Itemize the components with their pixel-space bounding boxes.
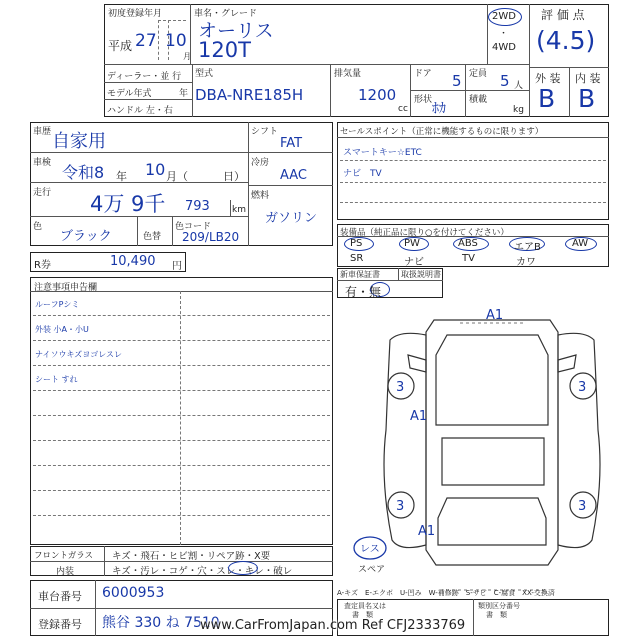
notes-title: 注意事項申告欄 (34, 283, 98, 293)
displacement-label: 排気量 (334, 69, 362, 79)
reg-era: 平成 (108, 39, 133, 53)
handle-label: ハンドル 左・右 (107, 106, 173, 116)
shift-label: シフト (251, 127, 279, 137)
grade: 120T (198, 38, 251, 62)
car-name: オーリス (198, 20, 274, 42)
spare-circle-text: レス (360, 544, 380, 555)
color-change-label: 色替 (143, 232, 162, 242)
displacement: 1200 (358, 86, 397, 104)
interior-check-value: キズ・汚レ・コゲ・穴・スレ・キレ・破レ (112, 566, 293, 577)
equip-navi: ナビ (404, 257, 424, 268)
sales-line-2: ナビ TV (343, 169, 382, 179)
katashiki-label: 型式 (195, 69, 214, 79)
dealer-label: ディーラー・並 行 (107, 72, 182, 82)
front-glass-value: キズ・飛石・ヒビ割・リペア跡・X要 (112, 551, 271, 562)
equip-ps: PS (350, 238, 363, 249)
inspection-label: 車検 (33, 158, 52, 168)
type-value: 自家用 (52, 131, 106, 152)
appraiser-sub-1: 書 類 (352, 611, 373, 619)
shift-value: FAT (280, 136, 303, 151)
kg-label: kg (513, 105, 524, 115)
note-line-4: シート すれ (35, 375, 78, 384)
interior-grade: B (578, 84, 596, 113)
note-line-3: ナイソウキズヨゴレスレ (35, 350, 123, 359)
shape-label: 形状 (414, 95, 433, 105)
capacity: 5 (500, 72, 510, 90)
door: 5 (452, 72, 462, 90)
watermark: www.CarFromJapan.com Ref CFJ2333769 (200, 618, 466, 633)
interior-check-label: 内装 (56, 567, 75, 577)
interior-label: 内 装 (575, 72, 601, 85)
cc-label: cc (398, 104, 408, 114)
appraiser-label-1: 査定員名又は (344, 602, 386, 610)
month-suffix-mid: 月（ (166, 170, 188, 183)
equip-pw: PW (404, 238, 420, 249)
color-code: 209/LB20 (182, 230, 240, 244)
reg-no: 熊谷 330 ね 7510 (102, 615, 220, 631)
ac-label: 冷房 (251, 158, 270, 168)
equip-abs: ABS (458, 238, 478, 249)
year-suffix: 年 (116, 170, 127, 183)
reg-year-value: 27 (135, 31, 157, 51)
model-year-label: モデル年式 (107, 89, 152, 99)
frame-no-label: 車台番号 (38, 590, 82, 603)
mileage-label: 走行 (33, 188, 52, 198)
eval-score: (4.5) (536, 26, 596, 55)
shape: ﾎｶ (432, 101, 446, 117)
capacity-unit: 人 (514, 81, 524, 91)
drive-4wd: 4WD (492, 42, 516, 53)
km-label: km (232, 205, 246, 215)
ac-value: AAC (280, 168, 307, 183)
mileage-extra: 793 (185, 199, 210, 214)
day-suffix: 日） (223, 170, 245, 183)
equip-sr: SR (350, 253, 364, 264)
car-name-label: 車名・グレード (194, 9, 258, 19)
sales-title: セールスポイント（正常に機能するものに限ります） (340, 127, 544, 137)
note-line-2: 外装 小A・小U (35, 325, 89, 334)
fuel-label: 燃料 (251, 191, 270, 201)
warranty-label: 新車保証書 (340, 270, 380, 279)
reg-month-value: 10 (165, 31, 187, 51)
exterior-grade: B (538, 84, 556, 113)
inspection-era: 令和8 (62, 163, 105, 182)
appraiser-sub-2: 書 類 (486, 611, 507, 619)
recycle-amount: 10,490 (110, 254, 156, 269)
reg-year-label: 初度登録年月 (108, 9, 163, 19)
spare-label: スペア (358, 565, 386, 575)
note-line-1: ルーフPシミ (35, 300, 80, 309)
interior-sure-circle (228, 561, 258, 575)
katashiki: DBA-NRE185H (195, 86, 304, 104)
appraiser-label-2: 類別区分番号 (478, 602, 520, 610)
equip-airbag: エアB (514, 242, 541, 253)
fuel-value: ガソリン (265, 211, 318, 226)
warranty-value: 有・無 (345, 285, 382, 299)
mark-a1-left-door: A1 (410, 409, 428, 424)
eval-label: 評 価 点 (541, 8, 585, 22)
equip-leather: カワ (516, 257, 536, 268)
color-label: 色 (33, 222, 43, 232)
type-label: 車歴 (33, 127, 52, 137)
exterior-label: 外 装 (535, 72, 561, 85)
mark-3-rear-left: 3 (396, 499, 405, 514)
load-label: 積載 (469, 95, 488, 105)
front-glass-label: フロントガラス (34, 551, 93, 561)
drive-dot: ・ (499, 29, 509, 39)
drive-2wd: 2WD (492, 11, 516, 22)
color-code-label: 色コード (175, 222, 212, 232)
reg-no-label: 登録番号 (38, 618, 82, 631)
damage-legend: A-キズ E-エクボ U-凹み W-補修跡 S-サビ C-腐食 XX-交換済 (337, 589, 555, 597)
sales-line-1: スマートキー☆ETC (343, 148, 422, 158)
equip-aw: AW (572, 238, 589, 249)
equipment-title: 装備品（純正品に限り○を付けてください） (340, 228, 509, 238)
month-suffix: 月 (183, 52, 191, 61)
recycle-label: R券 (34, 260, 51, 271)
mark-3-rear-right: 3 (578, 499, 587, 514)
model-year-suffix: 年 (179, 89, 189, 99)
inspection-month: 10 (145, 160, 166, 179)
mark-a1-front: A1 (486, 308, 504, 323)
manual-label: 取扱説明書 (401, 270, 441, 279)
equip-tv: TV (462, 253, 475, 264)
frame-no: 6000953 (102, 585, 165, 601)
door-label: ドア (414, 69, 432, 79)
mark-3-front-left: 3 (396, 380, 405, 395)
color-value: ブラック (60, 229, 112, 244)
mark-a1-rear-left: A1 (418, 524, 436, 539)
capacity-label: 定員 (469, 69, 488, 79)
mark-3-front-right: 3 (578, 380, 587, 395)
recycle-unit: 円 (172, 261, 182, 272)
mileage-value: 4万 9千 (90, 192, 166, 216)
